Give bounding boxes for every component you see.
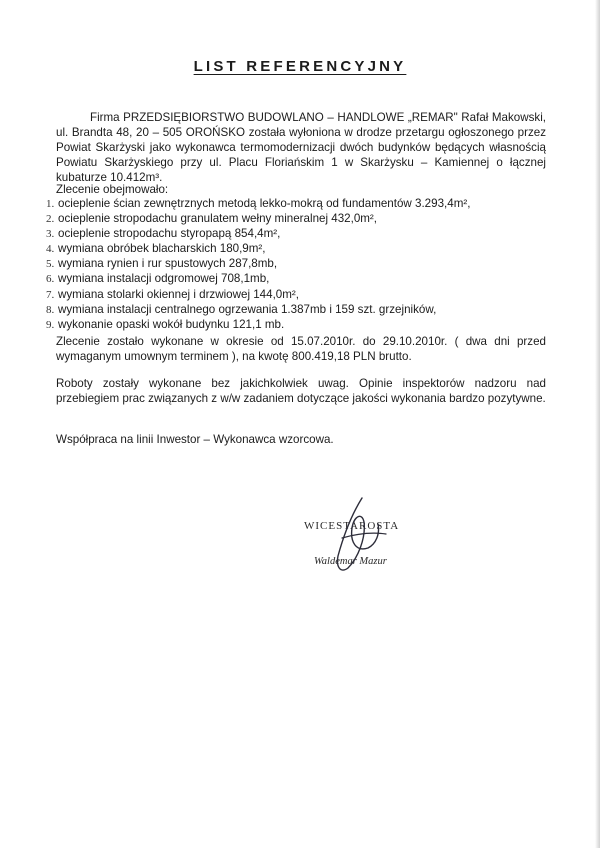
list-item [46,196,546,211]
scan-edge-shadow [595,0,600,848]
closing-paragraph: Współpraca na linii Inwestor – Wykonawca wzorcowa. [56,433,334,446]
list-item [46,241,546,256]
item-number: 6. [46,273,55,286]
item-number: 8. [46,303,55,316]
item-number: 4. [46,243,55,256]
item-text: ocieplenie stropodachu granulatem wełny mineralnej 432,0m², [58,212,378,226]
completion-paragraph: Zlecenie zostało wykonane w okresie od 15.07.2010r. do 29.10.2010r. ( dwa dni przed wymaganym umownym terminem ), na kwotę 800.419,18 PLN brutto. [56,335,546,363]
list-item [46,287,546,302]
item-text: wymiana obróbek blacharskich 180,9m², [58,242,266,256]
item-text: ocieplenie stropodachu styropapą 854,4m², [58,227,281,241]
item-text: ocieplenie ścian zewnętrznych metodą lekko-mokrą od fundamentów 3.293,4m², [58,197,471,210]
list-item [46,317,546,332]
item-text: wymiana stolarki okiennej i drzwiowej 144,0m², [58,287,299,301]
quality-paragraph: Roboty zostały wykonane bez jakichkolwiek uwag. Opinie inspektorów nadzoru nad przebiegiem prac związanych z w/w zadaniem dotyczące jakości wykonania bardzo pozytywne. [56,377,546,405]
scope-list [46,196,546,332]
handwritten-signature [322,494,392,584]
item-number: 5. [46,258,55,271]
signatory-name: Waldemar Mazur [314,556,387,567]
item-number: 2. [46,213,55,226]
item-text: wymiana instalacji centralnego ogrzewania 1.387mb i 159 szt. grzejników, [58,302,437,316]
list-item [46,226,546,241]
item-text: wymiana rynien i rur spustowych 287,8mb, [58,257,278,271]
signatory-title: WICESTAROSTA [304,520,400,532]
item-number: 1. [46,198,55,210]
item-number: 3. [46,228,55,241]
item-text: wykonanie opaski wokół budynku 121,1 mb. [58,317,285,331]
list-item [46,256,546,271]
list-item [46,271,546,286]
document-title: LIST REFERENCYJNY [193,58,407,75]
scope-intro: Zlecenie obejmowało: [56,183,169,196]
list-item [46,211,546,226]
item-text: wymiana instalacji odgromowej 708,1mb, [58,272,270,286]
intro-paragraph: Firma PRZEDSIĘBIORSTWO BUDOWLANO – HANDLOWE „REMAR" Rafał Makowski, ul. Brandta 48, 20 – 505 OROŃSKO została wyłoniona w drodze przetargu ogłoszonego przez Powiat Skarżyski jako wykonawca termomodernizacji dwóch budynków będących własnością Powiatu Skarżyskiego przy ul. Placu Floriańskim 1 w Skarżysku – Kamiennej o łącznej kubaturze 10.412m³. [56,111,546,184]
list-item [46,302,546,317]
item-number: 9. [46,318,55,331]
item-number: 7. [46,288,55,301]
